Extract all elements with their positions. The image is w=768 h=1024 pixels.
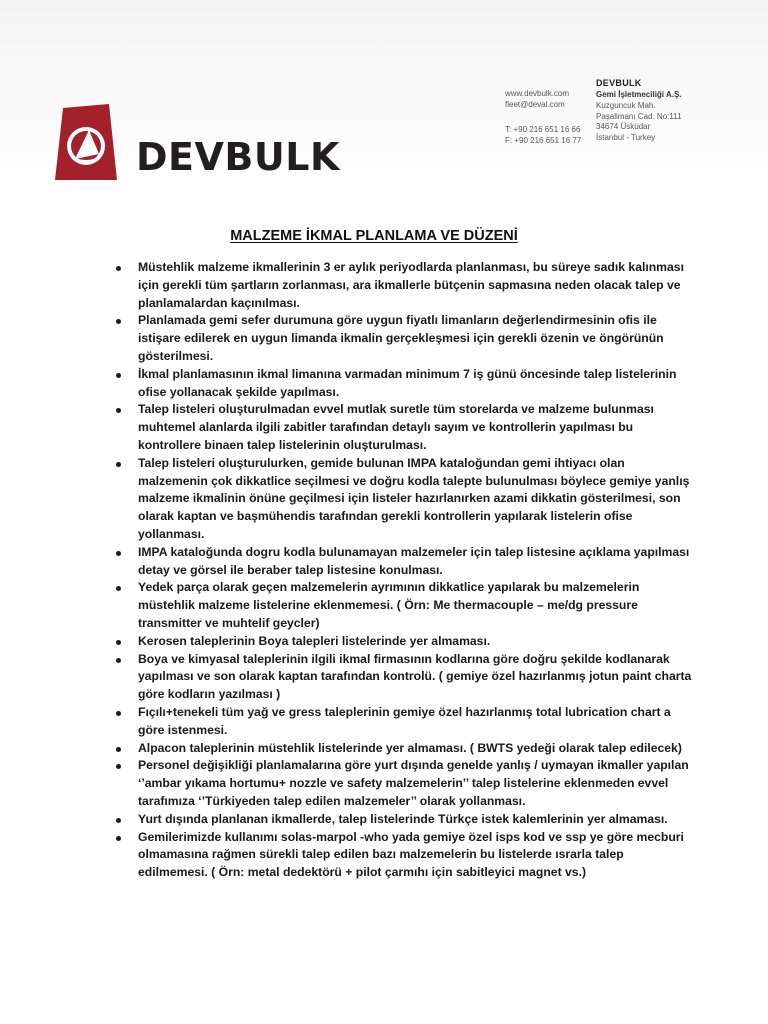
bullet-icon: [116, 586, 121, 591]
bullet-icon: [116, 462, 121, 467]
list-item-text: Planlamada gemi sefer durumuna göre uygun fiyatlı limanların değerlendirmesinin ofis ile istişare edilerek en uygun limanda ikmalin gerçekleşmesi için gerekli özenin ve öngörünün gösterilmesi.: [138, 313, 664, 363]
bullet-icon: [116, 373, 121, 378]
letterhead: [0, 0, 768, 196]
list-item-text: Talep listeleri oluşturulmadan evvel mutlak suretle tüm storelarda ve malzeme bulunması muhtemel alanlarda ilgili zabitler tarafından detaylı sayım ve kontrollerin yapılması bu kontrollere binaen talep listelerinin oluşturulması.: [138, 402, 654, 452]
list-item: [112, 829, 692, 882]
bullet-icon: [116, 747, 121, 752]
list-item-text: Müstehlik malzeme ikmallerinin 3 er aylık periyodlarda planlanması, bu süreye sadık kalınması için gerekli tüm şartların zorlanması, ara ikmallerle bütçenin sapmasına neden olacak talep ve planlamalardan kaçınılması.: [138, 260, 684, 310]
bullet-icon: [116, 408, 121, 413]
list-item: [112, 259, 692, 312]
requirements-list: [112, 259, 692, 882]
list-item-text: IMPA kataloğunda dogru kodla bulunamayan malzemeler için talep listesine açıklama yapılması detay ve görsel ile beraber talep listesine konulması.: [138, 544, 690, 577]
address-line: Kuzguncuk Mah.: [596, 100, 656, 110]
list-item-text: Talep listeleri oluşturulurken, gemide bulunan IMPA kataloğundan gemi ihtiyacı olan malzemenin çok dikkatlice seçilmesi ve doğru kodla talepte bulunulması böylece gemiye yanlış malzeme ikmalinin önüne geçilmesi için listeler hazırlanırken azami dikkatin gösterilmesi, son olarak kaptan ve başmühendis tarafından gerekli kontrollerin yapılarak listelerin ofise yollanması.: [138, 455, 690, 541]
document-title: [0, 226, 748, 246]
list-item: [112, 757, 692, 810]
bullet-icon: [116, 266, 121, 271]
email-link[interactable]: fleet@deval.com: [505, 99, 565, 109]
list-item-text: Gemilerimizde kullanımı solas-marpol -who yada gemiye özel isps kod ve ssp ye göre mecburi olmamasına rağmen sürekli talep edilen bazı malzemelerin bu listelerde ısrarla talep edilmemesi. ( Örn: metal dedektörü + pilot çarmıhı için sabitleyici magnet vs.): [138, 829, 684, 880]
address-line: İstanbul - Turkey: [596, 133, 656, 143]
list-item: [112, 740, 692, 758]
list-item: [112, 811, 692, 829]
list-item: [112, 366, 692, 402]
list-item: [112, 633, 692, 651]
fax-number: F: +90 216 651 16 77: [505, 135, 582, 145]
bullet-icon: [116, 764, 121, 769]
website-link[interactable]: www.devbulk.com: [505, 89, 570, 98]
bullet-icon: [116, 836, 121, 841]
bullet-icon: [116, 658, 121, 663]
list-item: [112, 579, 692, 632]
bullet-icon: [116, 711, 121, 716]
phone-number: T: +90 216 651 16 66: [505, 125, 581, 134]
list-item-text: Fıçılı+tenekeli tüm yağ ve gress taleplerinin gemiye özel hazırlanmış total lubrication chart a göre istenmesi.: [138, 704, 671, 737]
address-line: Paşalimanı Cad. No:111: [596, 111, 682, 121]
bullet-icon: [116, 640, 121, 645]
bullet-icon: [116, 551, 121, 556]
list-item-text: Yurt dışında planlanan ikmallerde, talep listelerinde Türkçe istek kalemlerinin yer almaması.: [138, 811, 668, 826]
list-item: [112, 455, 692, 544]
list-item-text: Yedek parça olarak geçen malzemelerin ayrımının dikkatlice yapılarak bu malzemelerin müstehlik malzeme listelerine eklenmemesi. ( Örn: Me thermacouple – me/dg pressure transmitter ve muhtelif geycler): [138, 580, 640, 630]
list-item: [112, 704, 692, 740]
list-item-text: Kerosen taleplerinin Boya talepleri listelerinde yer almaması.: [138, 633, 491, 648]
bullet-icon: [116, 818, 121, 823]
brand-name: DEVBULK: [596, 78, 642, 88]
company-name: Gemi İşletmeciliği A.Ş.: [596, 90, 682, 99]
list-item-text: Alpacon taleplerinin müstehlik listelerinde yer almaması. ( BWTS yedeği olarak talep edilecek): [138, 740, 682, 755]
list-item-text: Boya ve kimyasal taleplerinin ilgili ikmal firmasının kodlarına göre doğru şekilde kodlanarak yapılması ve son olarak kaptan tarafından kontrolü. ( gemiye özel hazırlanmış jotun paint charta göre kodların yazılması ): [138, 651, 692, 702]
address-line: 34674 Üsküdar: [596, 122, 651, 132]
list-item: [112, 651, 692, 704]
list-item: [112, 401, 692, 454]
list-item-text: İkmal planlamasının ikmal limanına varmadan minimum 7 iş günü öncesinde talep listelerinin ofise yollanacak şekilde yapılması.: [138, 366, 677, 399]
devbulk-logo-icon: [55, 104, 117, 180]
address-block: [596, 77, 756, 144]
contact-block: [505, 89, 585, 146]
logo-wordmark: DEVBULK: [136, 135, 340, 179]
list-item: [112, 312, 692, 365]
bullet-icon: [116, 319, 121, 324]
document-title-text: MALZEME İKMAL PLANLAMA VE DÜZENİ: [230, 228, 518, 244]
list-item-text: Personel değişikliği planlamalarına göre yurt dışında genelde yanlış / uymayan ikmaller yapılan ‘’ambar yıkama hortumu+ nozzle ve safety malzemelerin’’ talep listelerine eklenmeden evvel tarafımıza ‘’Türkiyeden talep edilen malzemeler’’ olarak yollanması.: [138, 758, 689, 808]
list-item: [112, 544, 692, 580]
